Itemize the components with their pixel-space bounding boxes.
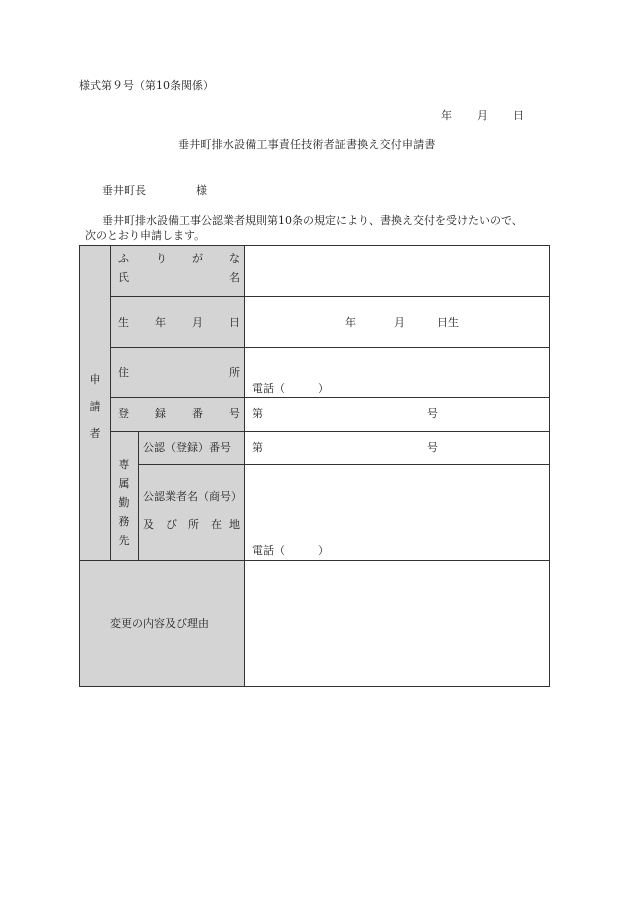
honorific: 様 <box>196 184 207 197</box>
name-char-2: 名 <box>229 271 240 284</box>
intro-line-1: 垂井町排水設備工事公認業者規則第10条の規定により、書換え交付を受けたいので、 <box>102 214 523 227</box>
date-day-label: 日 <box>513 109 524 122</box>
birth-month-label: 月 <box>394 316 405 329</box>
date-year-label: 年 <box>441 109 452 122</box>
applicant-label: 申請者 <box>89 373 101 440</box>
registration-char-2: 録 <box>155 407 166 420</box>
form-number: 様式第９号（第10条関係） <box>79 79 214 92</box>
birth-char-1: 生 <box>118 316 129 329</box>
birth-char-2: 年 <box>155 316 166 329</box>
certified-number-field[interactable] <box>245 432 549 464</box>
registration-prefix: 第 <box>252 407 263 420</box>
company-label-char-5: 地 <box>229 518 240 531</box>
birth-char-4: 日 <box>229 316 240 329</box>
registration-number-field[interactable] <box>245 398 549 431</box>
company-phone: 電話（ ） <box>252 544 329 557</box>
address-phone: 電話（ ） <box>252 382 329 395</box>
birth-day-label: 日生 <box>437 316 459 329</box>
certified-number-label: 公認（登録）番号 <box>143 441 231 454</box>
intro-line-2: 次のとおり申請します。 <box>85 229 206 242</box>
addressee: 垂井町長 <box>102 184 146 197</box>
birth-char-3: 月 <box>192 316 203 329</box>
company-label-char-4: 在 <box>211 518 222 531</box>
registration-char-3: 番 <box>192 407 203 420</box>
registration-char-1: 登 <box>118 407 129 420</box>
date-month-label: 月 <box>477 109 488 122</box>
furigana-char-3: が <box>192 252 203 265</box>
birth-date-field[interactable] <box>245 297 549 347</box>
label-shade-left <box>79 245 244 560</box>
change-reason-field[interactable] <box>245 561 549 686</box>
employer-label: 専属勤務先 <box>118 458 130 547</box>
company-label-char-1: 及 <box>143 518 154 531</box>
company-label-char-2: び <box>166 518 177 531</box>
change-reason-label: 変更の内容及び理由 <box>110 617 209 630</box>
furigana-char-1: ふ <box>118 252 129 265</box>
form-title: 垂井町排水設備工事責任技術者証書換え交付申請書 <box>178 138 436 151</box>
address-field[interactable] <box>245 348 549 397</box>
company-label-char-3: 所 <box>188 518 199 531</box>
furigana-char-2: り <box>156 252 167 265</box>
name-char-1: 氏 <box>118 271 129 284</box>
birth-year-label: 年 <box>345 316 356 329</box>
company-label-line-1: 公認業者名（商号） <box>143 490 242 503</box>
address-char-1: 住 <box>118 366 129 379</box>
address-char-2: 所 <box>229 366 240 379</box>
registration-char-4: 号 <box>229 407 240 420</box>
furigana-char-4: な <box>229 252 240 265</box>
registration-suffix: 号 <box>427 407 438 420</box>
company-field[interactable] <box>245 465 549 560</box>
certified-prefix: 第 <box>252 441 263 454</box>
certified-suffix: 号 <box>427 441 438 454</box>
name-field[interactable] <box>245 246 549 296</box>
